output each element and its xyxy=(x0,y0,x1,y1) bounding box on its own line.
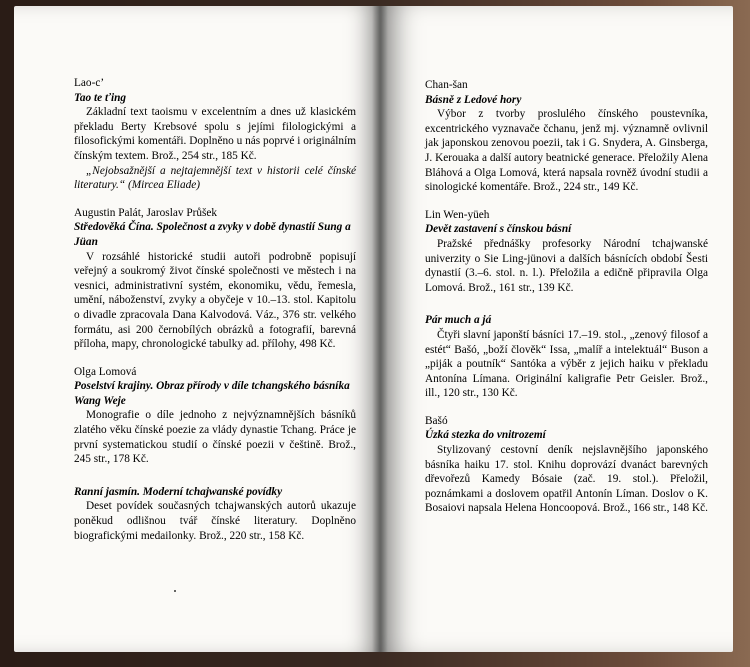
entry-title: Pár much a já xyxy=(425,314,492,327)
entry-title: Devět zastavení s čínskou básní xyxy=(425,223,572,236)
entry-description: Deset povídek současných tchajwanských autorů ukazuje poněkud odlišnou tvář čínské literatury. Doplněno biografickými medailonky. Brož., 220 str., 158 Kč. xyxy=(74,500,356,542)
book-entry xyxy=(425,414,708,516)
entry-title: Poselství krajiny. Obraz přírody v díle tchangského básníka Wang Weje xyxy=(74,380,350,407)
book-entry xyxy=(74,485,356,543)
entry-description: Monografie o díle jednoho z nejvýznamnějších básníků zlatého věku čínské poezie za vlády dynastie Tchang. Práce je první systematickou studií o čínské poezii v češtině. Brož., 245 str., 178 Kč. xyxy=(74,409,356,466)
entry-author: Lao-c’ xyxy=(74,77,105,89)
entry-description: Čtyři slavní japonští básníci 17.–19. stol., „zenový filosof a estét“ Bašó, „boží člověk“ Issa, „malíř a intelektuál“ Buson a „piják a poutník“ Santóka a výběr z jejich haiku v překladu Antonína Límana. Originální kaligrafie Petr Geisler. Brož., ill., 120 str., 130 Kč. xyxy=(425,328,708,400)
entry-author: Augustin Palát, Jaroslav Průšek xyxy=(74,206,218,219)
entry-author: Lin Wen-yüeh xyxy=(425,208,490,221)
entry-title: Úzká stezka do vnitrozemí xyxy=(425,429,546,442)
book-entry xyxy=(425,313,708,401)
book-entry xyxy=(425,208,708,296)
entry-title: Ranní jasmín. Moderní tchajwanské povídky xyxy=(74,485,283,498)
entry-quote: „Nejobsažnější a nejtajemnější text v historii celé čínské literatury.“ (Mircea Eliade) xyxy=(74,164,356,192)
entry-author: Olga Lomová xyxy=(74,365,137,378)
book-entry xyxy=(74,206,356,352)
entry-description: Pražské přednášky profesorky Národní tchajwanské univerzity o Sie Ling-jünovi a dalších básnících období Šesti dynastií (3.–6. stol. n. l.). Přeložila a edičně připravila Olga Lomová. Brož., 161 str., 139 Kč. xyxy=(425,237,708,294)
book-spine-shadow xyxy=(372,6,388,652)
book-entry xyxy=(74,365,356,467)
print-speck xyxy=(174,590,176,592)
book-entry xyxy=(425,78,708,195)
left-page-column xyxy=(74,76,356,556)
entry-author: Chan-šan xyxy=(425,79,468,91)
entry-title: Básně z Ledové hory xyxy=(425,93,522,106)
right-page-column xyxy=(425,78,708,529)
entry-description: V rozsáhlé historické studii autoři podrobně popisují veřejný a soukromý život čínské společnosti ve městech i na vesnici, administrativní systém, ekonomiku, vědu, řemesla, umění, náboženství, zvyky a obyčeje v 10.–13. stol. Kapitolu o divadle zpracovala Dana Kalvodová. Váz., 376 str. velkého formátu, asi 200 černobílých obrázků a fotografií, barevná příloha, mapy, chronologické tabulky ad. přílohy, 498 Kč. xyxy=(74,250,356,351)
entry-description: Základní text taoismu v excelentním a dnes už klasickém překladu Berty Krebsové spolu s jejími filologickými a filosofickými komentáři. Doplněno u nás poprvé i originálním čínským textem. Brož., 254 str., 185 Kč. xyxy=(74,106,356,162)
entry-title: Středověká Čína. Společnost a zvyky v době dynastií Sung a Jüan xyxy=(74,221,351,248)
entry-description: Stylizovaný cestovní deník nejslavnějšího japonského básníka haiku 17. stol. Knihu doprovází dvanáct barevných dřevořezů Kamedy Bósaie (zač. 19. stol.). Přeložil, poznámkami a doslovem opatřil Antonín Líman. Doslov o K. Bosaiovi napsala Helena Honcoopová. Brož., 166 str., 148 Kč. xyxy=(425,444,708,515)
entry-description: Výbor z tvorby proslulého čínského poustevníka, excentrického vyznavače čchanu, jenž mj. významně ovlivnil jak japonskou zenovou poezii, tak i G. Snydera, A. Ginsberga, J. Kerouaka a další autory beatnické generace. Přeložily Alena Bláhová a Olga Lomová, která napsala rovněž úvodní studii a sinologické komentáře. Brož., 224 str., 149 Kč. xyxy=(425,108,708,194)
entry-title: Tao te ťing xyxy=(74,91,127,104)
book-entry xyxy=(74,76,356,193)
entry-author: Bašó xyxy=(425,414,448,427)
